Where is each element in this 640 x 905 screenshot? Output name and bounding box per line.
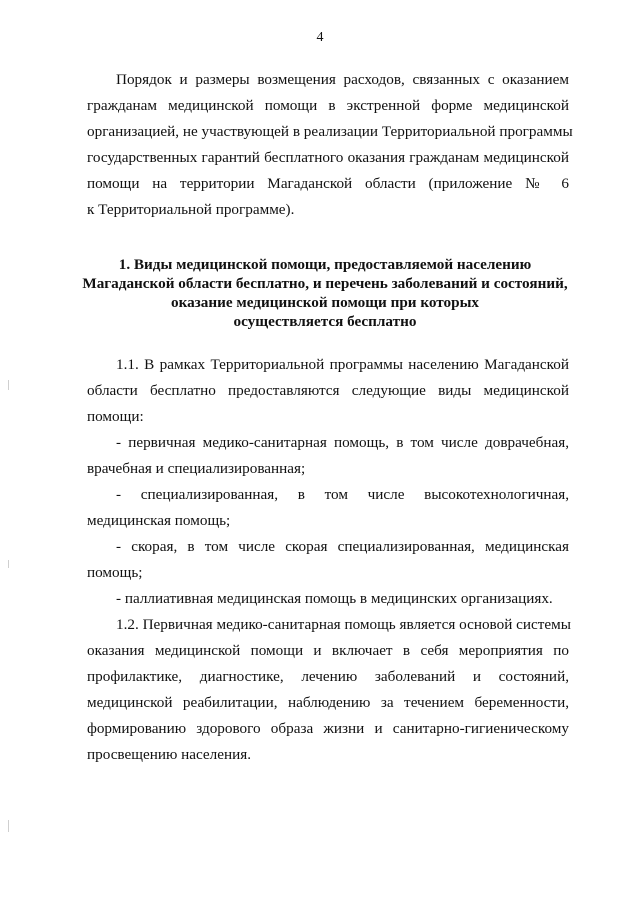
body-line: 1.1. В рамках Территориальной программы населению Магаданской	[116, 356, 569, 373]
intro-line: к Территориальной программе).	[87, 201, 295, 218]
page-number: 4	[316, 30, 324, 45]
intro-line: государственных гарантий бесплатного оказания гражданам медицинской	[87, 149, 569, 166]
body-line: просвещению населения.	[87, 746, 251, 763]
body-line: 1.2. Первичная медико-санитарная помощь является основой системы	[116, 616, 571, 633]
section-heading-line: оказание медицинской помощи при которых	[170, 294, 480, 311]
section-heading-line: Магаданской области бесплатно, и перечень заболеваний и состояний,	[82, 275, 568, 292]
scan-artifact	[8, 380, 9, 390]
body-line: формированию здорового образа жизни и санитарно-гигиеническому	[87, 720, 569, 737]
section-heading-line: осуществляется бесплатно	[233, 313, 417, 330]
body-line: медицинская помощь;	[87, 512, 231, 529]
intro-line: организацией, не участвующей в реализации Территориальной программы	[87, 123, 573, 140]
body-line: помощи:	[87, 408, 144, 425]
body-line: медицинской реабилитации, наблюдению за течением беременности,	[87, 694, 569, 711]
intro-line: Порядок и размеры возмещения расходов, связанных с оказанием	[116, 71, 569, 88]
body-line: врачебная и специализированная;	[87, 460, 306, 477]
section-heading-line: 1. Виды медицинской помощи, предоставляемой населению	[118, 256, 532, 273]
body-line: профилактике, диагностике, лечению заболеваний и состояний,	[87, 668, 569, 685]
scan-artifact	[8, 820, 9, 832]
body-line: - скорая, в том числе скорая специализированная, медицинская	[116, 538, 569, 555]
intro-line: помощи на территории Магаданской области (приложение № 6	[87, 175, 569, 192]
body-line: - первичная медико-санитарная помощь, в том числе доврачебная,	[116, 434, 569, 451]
intro-line: гражданам медицинской помощи в экстренной форме медицинской	[87, 97, 569, 114]
body-line: области бесплатно предоставляются следующие виды медицинской	[87, 382, 569, 399]
body-line: помощь;	[87, 564, 143, 581]
body-line: - специализированная, в том числе высокотехнологичная,	[116, 486, 569, 503]
scan-artifact	[8, 560, 9, 568]
body-line: - паллиативная медицинская помощь в медицинских организациях.	[116, 590, 553, 607]
body-line: оказания медицинской помощи и включает в себя мероприятия по	[87, 642, 569, 659]
